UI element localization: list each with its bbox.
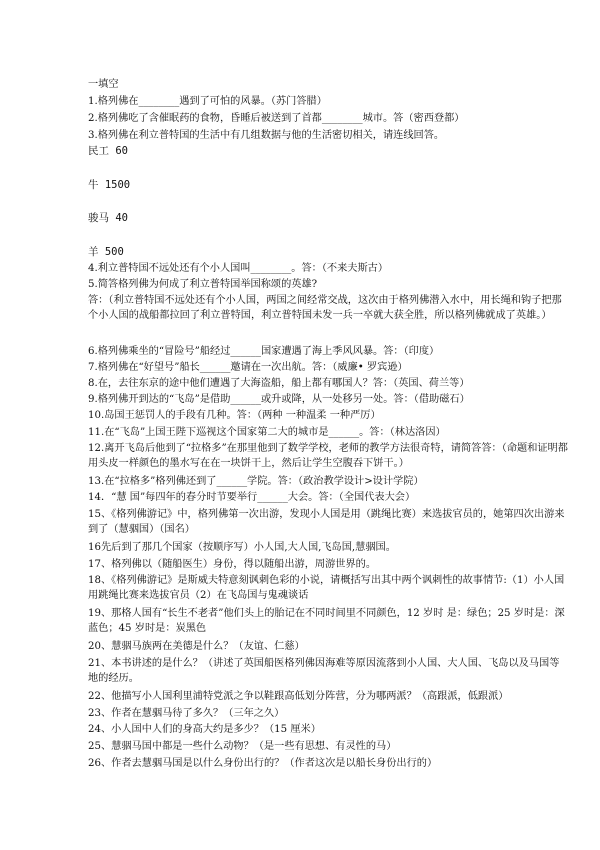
question-8: 8.在，去往东京的途中他们遭遇了大海盗船，船上都有哪国人？答：（英国、荷兰等） — [88, 378, 470, 389]
question-6: 6.格列佛乘坐的“冒险号”船经过______国家遭遇了海上季风风暴。答：（印度） — [88, 346, 440, 357]
question-7: 7.格列佛在“好望号”船长______邀请在一次出航。答：（威廉• 罗宾逊） — [88, 362, 408, 373]
data-line-horses: 骏马 40 — [88, 212, 128, 224]
question-24: 24、小人国中人们的身高大约是多少？（15 厘米） — [88, 724, 321, 735]
question-13: 13.在“拉格多”格列佛还到了______学院。答：（政治教学设计>设计学院） — [88, 476, 424, 487]
question-21: 21、本书讲述的是什么？（讲述了英国船医格列佛因海难等原因流落到小人国、大人国、飞岛以及马国等地的经历。 — [88, 658, 560, 684]
section-title: 一填空 — [88, 79, 119, 90]
question-17: 17、格列佛以（随船医生）身份，得以随船出游，周游世界的。 — [88, 559, 377, 570]
question-18: 18、《格列佛游记》是斯威夫特意刻讽刺色彩的小说，请概括写出其中两个讽刺性的故事情节:（1）小人国用跳绳比赛来选拔官员（2）在飞岛国与鬼魂谈话 — [88, 575, 565, 601]
answer-5: 答：（利立普特国不远处还有个小人国，两国之间经常交战，这次由于格列佛潜入水中，用长绳和钩子把那个小人国的战船都拉回了利立普特国，利立普特国未发一兵一卒就大获全胜，所以格列佛就成了英雄。） — [88, 295, 562, 321]
question-9: 9.格列佛开到达的“飞岛”是借助______或升或降，从一处移另一处。答：（借助磁石） — [88, 394, 470, 405]
question-22: 22、他描写小人国利里浦特党派之争以鞋跟高低划分阵营，分为哪两派？（高跟派，低跟派） — [88, 691, 509, 702]
question-1: 1.格列佛在________遇到了可怕的风暴。（苏门答腊） — [88, 96, 327, 107]
question-2: 2.格列佛吃了含催眠药的食物，昏睡后被送到了首都________城市。答（密西登都） — [88, 113, 465, 124]
question-19: 19、那格人国有“长生不老者”他们头上的胎记在不同时间里不同颜色，12 岁时 是：绿色；25 岁时是：深蓝色；45 岁时是：炭黑色 — [88, 608, 565, 634]
question-5: 5.简答格列佛为何成了利立普特国举国称颂的英雄? — [88, 279, 318, 290]
question-23: 23、作者在慧骃马待了多久？（三年之久） — [88, 708, 285, 719]
data-line-sheep: 羊 500 — [88, 246, 124, 258]
question-15: 15、《格列佛游记》中，格列佛第一次出游，发现小人国是用（跳绳比赛）来选拔官员的，她第四次出游来到了（慧骃国）（国名） — [88, 509, 565, 535]
question-4: 4.利立普特国不远处还有个小人国叫________。答：（不来夫斯古） — [88, 263, 389, 274]
data-line-workers: 民工 60 — [88, 145, 128, 157]
question-16: 16先后到了那几个国家（按顺序写）小人国,大人国,飞岛国,慧骃国。 — [88, 542, 396, 553]
question-10: 10.岛国王惩罚人的手段有几种。答：（两种 一种温柔 一种严厉） — [88, 410, 381, 421]
question-20: 20、慧骃马族两在美德是什么？（友谊、仁慈） — [88, 641, 305, 652]
question-26: 26、作者去慧骃马国是以什么身份出行的？（作者这次是以船长身份出行的） — [88, 758, 438, 769]
question-14: 14．“慧 国”每四年的春分时节要举行______大会。答：（全国代表大会） — [88, 492, 416, 503]
question-11: 11.在“飞岛”上国王陛下巡视这个国家第二大的城市是______。答：（林达洛因） — [88, 427, 446, 438]
data-line-cattle: 牛 1500 — [88, 179, 131, 191]
question-3: 3.格列佛在利立普特国的生活中有几组数据与他的生活密切相关，请连线回答。 — [88, 130, 445, 141]
question-25: 25、慧骃马国中都是一些什么动物？（是一些有思想、有灵性的马） — [88, 741, 397, 752]
question-12: 12.离开飞岛后他到了“拉格多”在那里他到了数学学校，老师的教学方法很奇特，请简答答：（命题和证明都用头皮一样颜色的墨水写在在一块饼干上，然后让学生空腹吞下饼干。） — [88, 443, 568, 469]
